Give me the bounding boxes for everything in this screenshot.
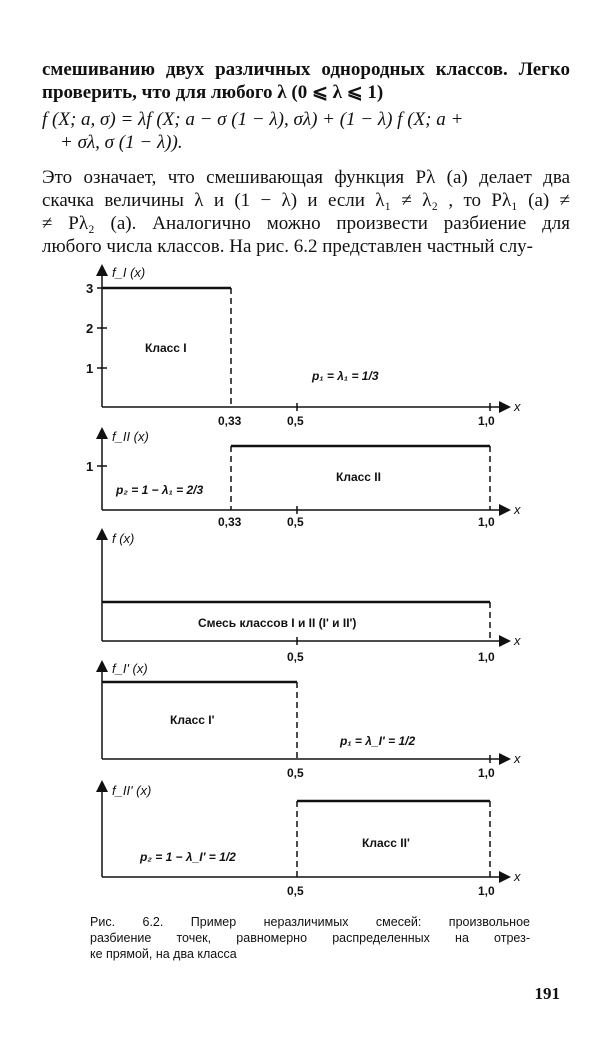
paragraph-1 <box>42 58 570 104</box>
x-axis-label: x <box>514 502 521 517</box>
annotation: p₂ = 1 − λ₁ = 2/3 <box>116 483 204 497</box>
caption-line-1: Рис. 6.2. Пример неразличимых смесей: произвольное <box>90 915 530 929</box>
annotation: p₁ = λ_I' = 1/2 <box>340 734 416 748</box>
caption-line-3: ке прямой, на два класса <box>90 947 237 961</box>
paragraph-2-line-1: Это означает, что смешивающая функция Pλ (a) делает два <box>42 167 570 188</box>
annotation: p₂ = 1 − λ_I' = 1/2 <box>140 850 236 864</box>
region-label: Класс I <box>145 341 187 355</box>
formula-line-1: f (X; a, σ) = λf (X; a − σ (1 − λ), σλ) + (1 − λ) f (X; a + <box>42 109 464 130</box>
formula-line-2: + σλ, σ (1 − λ)). <box>60 132 183 153</box>
panel-class-2-prime <box>102 783 521 898</box>
y-tick-label: 2 <box>86 321 94 336</box>
region-label: Класс I' <box>170 713 215 727</box>
paragraph-2-line-4: любого числа классов. На рис. 6.2 представлен частный слу- <box>42 236 534 257</box>
x-tick-label: 0,5 <box>287 766 304 780</box>
paragraph-2 <box>42 166 570 258</box>
x-axis-label: x <box>514 399 521 414</box>
y-axis-label: f_I' (x) <box>112 661 148 676</box>
figure-6-2 <box>0 255 600 915</box>
region-label: Класс II' <box>362 836 410 850</box>
paragraph-1-line-2: проверить, что для любого λ (0 ⩽ λ ⩽ 1) <box>42 82 384 103</box>
panel-class-2 <box>86 429 521 529</box>
panel-class-1-prime <box>102 661 521 780</box>
panel-class-1 <box>86 265 521 428</box>
y-axis-label: f_II (x) <box>112 429 149 444</box>
paragraph-1-line-1: смешиванию двух различных однородных классов. Легко <box>42 59 570 80</box>
paragraph-2-line-2: скачка величины λ и (1 − λ) и если λ₁ ≠ λ₂ , то Pλ₁ (a) ≠ <box>42 190 570 211</box>
x-tick-label: 0,5 <box>287 515 304 529</box>
x-tick-label: 1,0 <box>478 414 495 428</box>
y-tick-label: 3 <box>86 281 94 296</box>
x-tick-label: 0,33 <box>218 515 242 529</box>
figure-caption <box>90 914 530 962</box>
panel-mixture <box>102 531 521 664</box>
x-tick-label: 0,33 <box>218 414 242 428</box>
paragraph-2-line-3: ≠ Pλ₂ (a). Аналогично можно произвести разбиение для <box>42 213 570 234</box>
y-axis-label: f_I (x) <box>112 265 146 280</box>
x-tick-label: 1,0 <box>478 650 495 664</box>
x-tick-label: 1,0 <box>478 515 495 529</box>
x-axis-label: x <box>514 751 521 766</box>
region-label: Смесь классов I и II (I' и II') <box>198 616 357 630</box>
y-tick-label: 1 <box>86 459 94 474</box>
x-tick-label: 1,0 <box>478 884 495 898</box>
y-tick-label: 1 <box>86 361 94 376</box>
x-tick-label: 0,5 <box>287 884 304 898</box>
figure-svg <box>0 255 600 915</box>
x-axis-label: x <box>514 869 521 884</box>
annotation: p₁ = λ₁ = 1/3 <box>312 369 379 383</box>
y-axis-label: f_II' (x) <box>112 783 152 798</box>
x-axis-label: x <box>514 633 521 648</box>
x-tick-label: 1,0 <box>478 766 495 780</box>
y-axis-label: f (x) <box>112 531 135 546</box>
region-label: Класс II <box>336 470 381 484</box>
page-number: 191 <box>534 984 560 1003</box>
caption-line-2: разбиение точек, равномерно распределенных на отрез- <box>90 931 530 945</box>
formula <box>42 108 570 154</box>
x-tick-label: 0,5 <box>287 414 304 428</box>
x-tick-label: 0,5 <box>287 650 304 664</box>
